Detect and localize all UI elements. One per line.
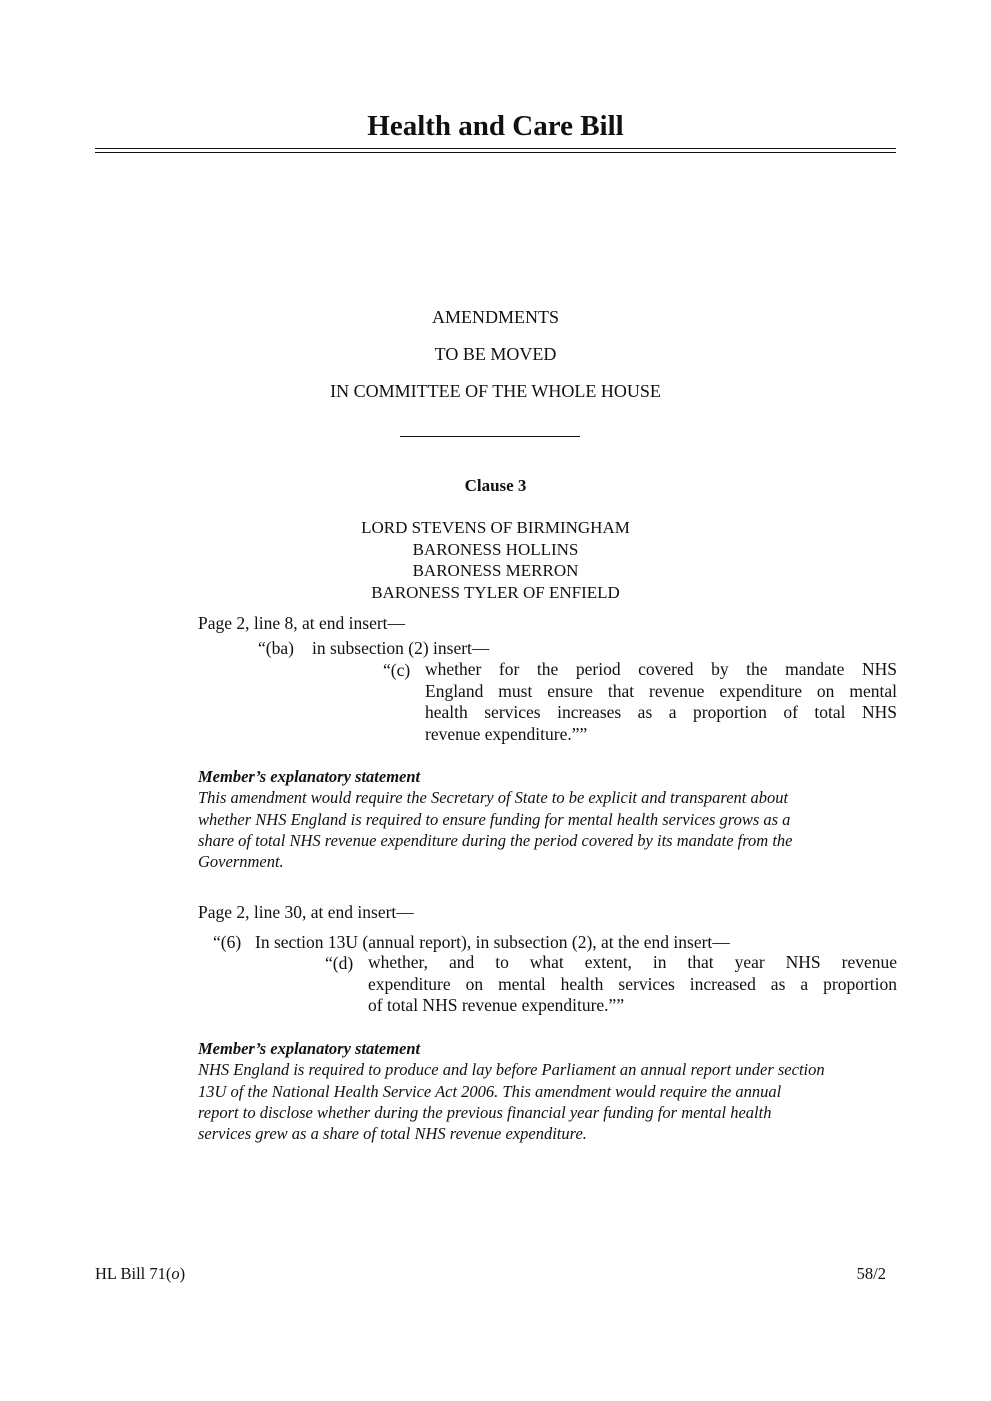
page-reference: 58/2 (856, 1264, 886, 1283)
text-line: whether, and to what extent, in that year NHS revenue (368, 952, 897, 972)
document-title: Health and Care Bill (367, 110, 624, 142)
sponsor-name: BARONESS HOLLINS (412, 539, 579, 559)
explanatory-statement (198, 766, 792, 872)
paragraph-text: In section 13U (annual report), in subsection (2), at the end insert— (255, 932, 730, 952)
title-rule-top (95, 148, 896, 149)
intro-line: IN COMMITTEE OF THE WHOLE HOUSE (330, 381, 661, 401)
sponsor-name: BARONESS TYLER OF ENFIELD (371, 583, 620, 603)
amendment-location: Page 2, line 8, at end insert— (198, 613, 406, 633)
text-line: health services increases as a proportion of total NHS (425, 702, 897, 722)
subparagraph-label: “(c) (383, 660, 411, 680)
bill-number-close: ) (179, 1264, 186, 1283)
sponsor-name: BARONESS MERRON (412, 561, 579, 581)
text-line: expenditure on mental health services increased as a proportion (368, 973, 897, 994)
intro-line: TO BE MOVED (434, 344, 557, 364)
statement-line: This amendment would require the Secretary of State to be explicit and transparent about (198, 788, 789, 808)
subparagraph-label: “(d) (325, 953, 354, 973)
clause-heading: Clause 3 (464, 476, 527, 495)
text-line: whether for the period covered by the mandate NHS (425, 659, 897, 679)
statement-line: Government. (198, 852, 284, 872)
statement-line: whether NHS England is required to ensure funding for mental health services grows as a (198, 809, 791, 829)
statement-line: share of total NHS revenue expenditure during the period covered by its mandate from the (198, 830, 793, 850)
statement-heading: Member’s explanatory statement (198, 1039, 421, 1058)
bill-number-text: HL Bill 71( (95, 1264, 172, 1283)
amendment-location: Page 2, line 30, at end insert— (198, 902, 414, 922)
paragraph-label: “(6) (213, 932, 242, 952)
intro-line: AMENDMENTS (431, 307, 559, 327)
sponsor-list (0, 517, 991, 604)
paragraph-label: “(ba) (258, 638, 294, 658)
paragraph-text: in subsection (2) insert— (312, 638, 490, 658)
text-line: England must ensure that revenue expenditure on mental (425, 680, 897, 701)
statement-heading: Member’s explanatory statement (198, 767, 421, 786)
text-line: revenue expenditure.”” (425, 723, 588, 744)
statement-line: NHS England is required to produce and lay before Parliament an annual report under section (198, 1060, 825, 1080)
bill-number (95, 1263, 185, 1285)
sponsor-name: LORD STEVENS OF BIRMINGHAM (361, 518, 630, 537)
explanatory-statement (198, 1038, 825, 1144)
statement-line: 13U of the National Health Service Act 2006. This amendment would require the annual (198, 1081, 782, 1101)
statement-line: services grew as a share of total NHS revenue expenditure. (198, 1124, 587, 1144)
text-line: of total NHS revenue expenditure.”” (368, 995, 625, 1015)
bill-number-suffix: o (171, 1264, 180, 1283)
subparagraph-text (425, 659, 897, 745)
separator-rule (400, 436, 580, 437)
title-rule-bottom (95, 152, 896, 153)
statement-line: report to disclose whether during the previous financial year funding for mental health (198, 1102, 772, 1122)
subparagraph-text (368, 952, 897, 1017)
